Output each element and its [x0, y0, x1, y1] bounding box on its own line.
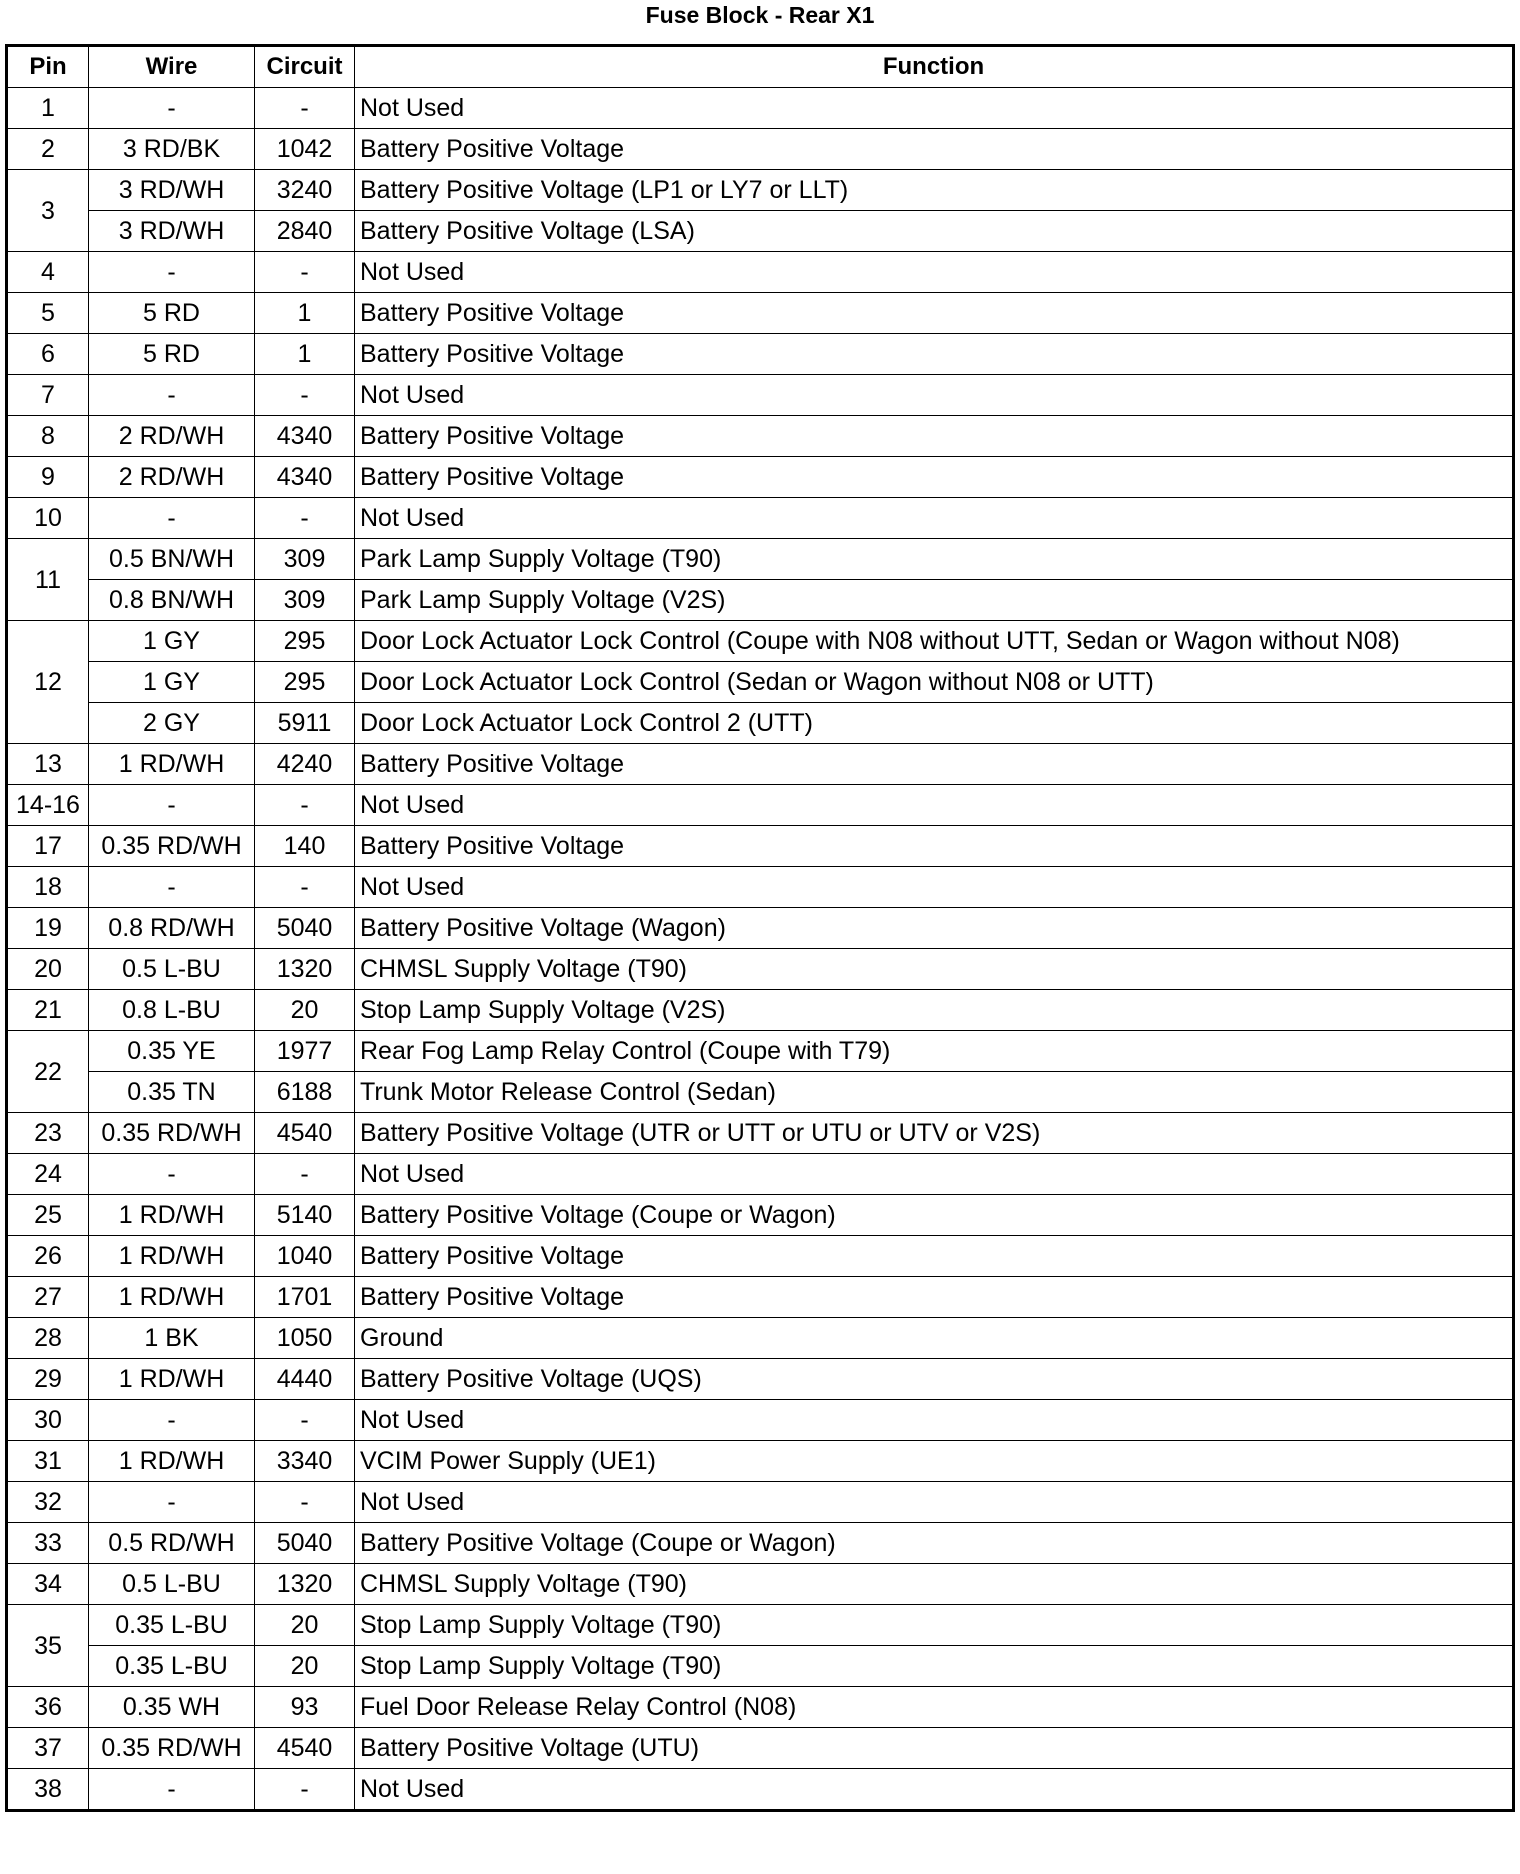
pin-cell: 22: [7, 1031, 89, 1113]
circuit-cell: 4340: [255, 457, 355, 498]
wire-cell: 0.35 RD/WH: [89, 826, 255, 867]
wire-cell: 0.5 RD/WH: [89, 1523, 255, 1564]
table-row: [7, 1523, 1514, 1564]
function-cell: Not Used: [355, 88, 1514, 129]
circuit-cell: 20: [255, 1646, 355, 1687]
table-row: [7, 88, 1514, 129]
circuit-cell: 5040: [255, 908, 355, 949]
table-row: [7, 498, 1514, 539]
wire-cell: 1 RD/WH: [89, 1277, 255, 1318]
table-row: [7, 334, 1514, 375]
circuit-cell: 309: [255, 580, 355, 621]
pin-cell: 10: [7, 498, 89, 539]
table-row: [7, 293, 1514, 334]
function-cell: Stop Lamp Supply Voltage (T90): [355, 1605, 1514, 1646]
function-cell: Battery Positive Voltage (Coupe or Wagon): [355, 1523, 1514, 1564]
function-cell: Stop Lamp Supply Voltage (V2S): [355, 990, 1514, 1031]
pin-cell: 21: [7, 990, 89, 1031]
circuit-cell: 140: [255, 826, 355, 867]
wire-cell: 1 RD/WH: [89, 1195, 255, 1236]
wire-cell: 2 RD/WH: [89, 457, 255, 498]
table-row: [7, 539, 1514, 580]
pin-cell: 24: [7, 1154, 89, 1195]
function-cell: Not Used: [355, 867, 1514, 908]
table-row: [7, 908, 1514, 949]
table-row: [7, 1318, 1514, 1359]
circuit-cell: 1701: [255, 1277, 355, 1318]
function-cell: Not Used: [355, 1482, 1514, 1523]
circuit-cell: 1050: [255, 1318, 355, 1359]
function-cell: Battery Positive Voltage: [355, 416, 1514, 457]
circuit-cell: 295: [255, 621, 355, 662]
wire-cell: 3 RD/WH: [89, 211, 255, 252]
function-cell: Rear Fog Lamp Relay Control (Coupe with T79): [355, 1031, 1514, 1072]
table-row: [7, 580, 1514, 621]
function-cell: Not Used: [355, 785, 1514, 826]
circuit-cell: 4540: [255, 1113, 355, 1154]
table-row: [7, 867, 1514, 908]
table-row: [7, 375, 1514, 416]
pin-cell: 28: [7, 1318, 89, 1359]
header-wire: Wire: [89, 46, 255, 88]
wire-cell: -: [89, 498, 255, 539]
pin-cell: 4: [7, 252, 89, 293]
wire-cell: 0.35 L-BU: [89, 1646, 255, 1687]
function-cell: Battery Positive Voltage (UQS): [355, 1359, 1514, 1400]
header-function: Function: [355, 46, 1514, 88]
wire-cell: 1 GY: [89, 621, 255, 662]
pin-cell: 5: [7, 293, 89, 334]
wire-cell: -: [89, 88, 255, 129]
function-cell: Battery Positive Voltage (Wagon): [355, 908, 1514, 949]
function-cell: VCIM Power Supply (UE1): [355, 1441, 1514, 1482]
pin-cell: 30: [7, 1400, 89, 1441]
circuit-cell: 295: [255, 662, 355, 703]
table-row: [7, 744, 1514, 785]
wire-cell: 5 RD: [89, 293, 255, 334]
table-row: [7, 990, 1514, 1031]
table-row: [7, 1031, 1514, 1072]
circuit-cell: 5911: [255, 703, 355, 744]
circuit-cell: 4440: [255, 1359, 355, 1400]
function-cell: Battery Positive Voltage: [355, 826, 1514, 867]
circuit-cell: 1040: [255, 1236, 355, 1277]
pin-cell: 1: [7, 88, 89, 129]
function-cell: Battery Positive Voltage: [355, 129, 1514, 170]
wire-cell: 0.5 L-BU: [89, 1564, 255, 1605]
pin-cell: 12: [7, 621, 89, 744]
function-cell: Battery Positive Voltage: [355, 293, 1514, 334]
page-title: Fuse Block - Rear X1: [645, 2, 875, 28]
pin-cell: 9: [7, 457, 89, 498]
pin-cell: 17: [7, 826, 89, 867]
function-cell: Not Used: [355, 375, 1514, 416]
circuit-cell: -: [255, 1482, 355, 1523]
wire-cell: 0.35 L-BU: [89, 1605, 255, 1646]
wire-cell: 0.8 L-BU: [89, 990, 255, 1031]
circuit-cell: -: [255, 867, 355, 908]
pin-cell: 3: [7, 170, 89, 252]
table-row: [7, 1482, 1514, 1523]
function-cell: Battery Positive Voltage (LSA): [355, 211, 1514, 252]
table-row: [7, 1564, 1514, 1605]
function-cell: Battery Positive Voltage (UTR or UTT or UTU or UTV or V2S): [355, 1113, 1514, 1154]
function-cell: Ground: [355, 1318, 1514, 1359]
wire-cell: 0.5 L-BU: [89, 949, 255, 990]
wire-cell: 2 RD/WH: [89, 416, 255, 457]
function-cell: Battery Positive Voltage (UTU): [355, 1728, 1514, 1769]
function-cell: Battery Positive Voltage (Coupe or Wagon): [355, 1195, 1514, 1236]
pin-cell: 13: [7, 744, 89, 785]
wire-cell: 0.35 YE: [89, 1031, 255, 1072]
table-row: [7, 1728, 1514, 1769]
table-row: [7, 1277, 1514, 1318]
circuit-cell: 1320: [255, 1564, 355, 1605]
wire-cell: 3 RD/BK: [89, 129, 255, 170]
wire-cell: 0.35 RD/WH: [89, 1728, 255, 1769]
table-row: [7, 457, 1514, 498]
function-cell: Park Lamp Supply Voltage (V2S): [355, 580, 1514, 621]
pin-cell: 35: [7, 1605, 89, 1687]
function-cell: Battery Positive Voltage: [355, 334, 1514, 375]
circuit-cell: 5040: [255, 1523, 355, 1564]
function-cell: Battery Positive Voltage (LP1 or LY7 or LLT): [355, 170, 1514, 211]
wire-cell: 0.8 BN/WH: [89, 580, 255, 621]
wire-cell: 1 RD/WH: [89, 744, 255, 785]
table-row: [7, 1072, 1514, 1113]
table-row: [7, 1359, 1514, 1400]
table-row: [7, 1236, 1514, 1277]
circuit-cell: 5140: [255, 1195, 355, 1236]
pin-cell: 20: [7, 949, 89, 990]
wire-cell: -: [89, 252, 255, 293]
function-cell: Battery Positive Voltage: [355, 1236, 1514, 1277]
function-cell: Not Used: [355, 498, 1514, 539]
circuit-cell: 93: [255, 1687, 355, 1728]
pin-cell: 33: [7, 1523, 89, 1564]
pin-table: [5, 44, 1515, 1812]
function-cell: Park Lamp Supply Voltage (T90): [355, 539, 1514, 580]
function-cell: Battery Positive Voltage: [355, 457, 1514, 498]
pin-cell: 8: [7, 416, 89, 457]
pin-cell: 36: [7, 1687, 89, 1728]
header-row: [7, 46, 1514, 88]
wire-cell: 1 BK: [89, 1318, 255, 1359]
table-row: [7, 1646, 1514, 1687]
circuit-cell: 20: [255, 1605, 355, 1646]
table-row: [7, 703, 1514, 744]
table-row: [7, 1400, 1514, 1441]
function-cell: Door Lock Actuator Lock Control (Coupe with N08 without UTT, Sedan or Wagon without N08): [355, 621, 1514, 662]
wire-cell: 3 RD/WH: [89, 170, 255, 211]
header-pin: Pin: [7, 46, 89, 88]
wire-cell: 1 GY: [89, 662, 255, 703]
circuit-cell: -: [255, 1400, 355, 1441]
wire-cell: -: [89, 1400, 255, 1441]
function-cell: Door Lock Actuator Lock Control (Sedan or Wagon without N08 or UTT): [355, 662, 1514, 703]
pin-cell: 34: [7, 1564, 89, 1605]
circuit-cell: 309: [255, 539, 355, 580]
pin-cell: 27: [7, 1277, 89, 1318]
pin-cell: 37: [7, 1728, 89, 1769]
wire-cell: 0.35 TN: [89, 1072, 255, 1113]
circuit-cell: -: [255, 375, 355, 416]
circuit-cell: 1320: [255, 949, 355, 990]
wire-cell: 1 RD/WH: [89, 1236, 255, 1277]
circuit-cell: 20: [255, 990, 355, 1031]
table-row: [7, 1154, 1514, 1195]
pin-cell: 29: [7, 1359, 89, 1400]
pin-cell: 25: [7, 1195, 89, 1236]
function-cell: Door Lock Actuator Lock Control 2 (UTT): [355, 703, 1514, 744]
table-row: [7, 949, 1514, 990]
circuit-cell: 1: [255, 334, 355, 375]
table-row: [7, 662, 1514, 703]
pin-cell: 18: [7, 867, 89, 908]
circuit-cell: -: [255, 1154, 355, 1195]
function-cell: Battery Positive Voltage: [355, 1277, 1514, 1318]
pin-cell: 23: [7, 1113, 89, 1154]
circuit-cell: 1: [255, 293, 355, 334]
function-cell: Not Used: [355, 1400, 1514, 1441]
wire-cell: -: [89, 375, 255, 416]
wire-cell: 1 RD/WH: [89, 1359, 255, 1400]
table-row: [7, 1687, 1514, 1728]
table-row: [7, 416, 1514, 457]
circuit-cell: -: [255, 88, 355, 129]
wire-cell: 2 GY: [89, 703, 255, 744]
table-body: [7, 88, 1514, 1811]
wire-cell: -: [89, 867, 255, 908]
wire-cell: -: [89, 1482, 255, 1523]
function-cell: Trunk Motor Release Control (Sedan): [355, 1072, 1514, 1113]
table-row: [7, 211, 1514, 252]
circuit-cell: -: [255, 252, 355, 293]
function-cell: CHMSL Supply Voltage (T90): [355, 949, 1514, 990]
function-cell: Not Used: [355, 1769, 1514, 1811]
table-row: [7, 1441, 1514, 1482]
table-row: [7, 170, 1514, 211]
circuit-cell: 4240: [255, 744, 355, 785]
pin-cell: 7: [7, 375, 89, 416]
table-row: [7, 1113, 1514, 1154]
circuit-cell: 4540: [255, 1728, 355, 1769]
circuit-cell: 2840: [255, 211, 355, 252]
pin-cell: 31: [7, 1441, 89, 1482]
table-row: [7, 1195, 1514, 1236]
function-cell: Not Used: [355, 1154, 1514, 1195]
circuit-cell: -: [255, 1769, 355, 1811]
wire-cell: 5 RD: [89, 334, 255, 375]
header-circuit: Circuit: [255, 46, 355, 88]
table-row: [7, 621, 1514, 662]
function-cell: Not Used: [355, 252, 1514, 293]
pin-cell: 26: [7, 1236, 89, 1277]
pin-cell: 14-16: [7, 785, 89, 826]
pin-cell: 11: [7, 539, 89, 621]
wire-cell: 0.5 BN/WH: [89, 539, 255, 580]
table-row: [7, 129, 1514, 170]
table-row: [7, 1769, 1514, 1811]
circuit-cell: 3240: [255, 170, 355, 211]
wire-cell: 1 RD/WH: [89, 1441, 255, 1482]
circuit-cell: -: [255, 498, 355, 539]
pin-cell: 6: [7, 334, 89, 375]
circuit-cell: 6188: [255, 1072, 355, 1113]
function-cell: Stop Lamp Supply Voltage (T90): [355, 1646, 1514, 1687]
table-row: [7, 785, 1514, 826]
wire-cell: 0.35 WH: [89, 1687, 255, 1728]
wire-cell: -: [89, 1154, 255, 1195]
table-row: [7, 252, 1514, 293]
circuit-cell: 1977: [255, 1031, 355, 1072]
wire-cell: 0.35 RD/WH: [89, 1113, 255, 1154]
function-cell: Battery Positive Voltage: [355, 744, 1514, 785]
function-cell: CHMSL Supply Voltage (T90): [355, 1564, 1514, 1605]
table-row: [7, 826, 1514, 867]
wire-cell: -: [89, 1769, 255, 1811]
pin-cell: 38: [7, 1769, 89, 1811]
circuit-cell: 3340: [255, 1441, 355, 1482]
function-cell: Fuel Door Release Relay Control (N08): [355, 1687, 1514, 1728]
pin-cell: 19: [7, 908, 89, 949]
circuit-cell: 4340: [255, 416, 355, 457]
circuit-cell: -: [255, 785, 355, 826]
pin-cell: 2: [7, 129, 89, 170]
table-row: [7, 1605, 1514, 1646]
circuit-cell: 1042: [255, 129, 355, 170]
wire-cell: 0.8 RD/WH: [89, 908, 255, 949]
wire-cell: -: [89, 785, 255, 826]
pin-cell: 32: [7, 1482, 89, 1523]
